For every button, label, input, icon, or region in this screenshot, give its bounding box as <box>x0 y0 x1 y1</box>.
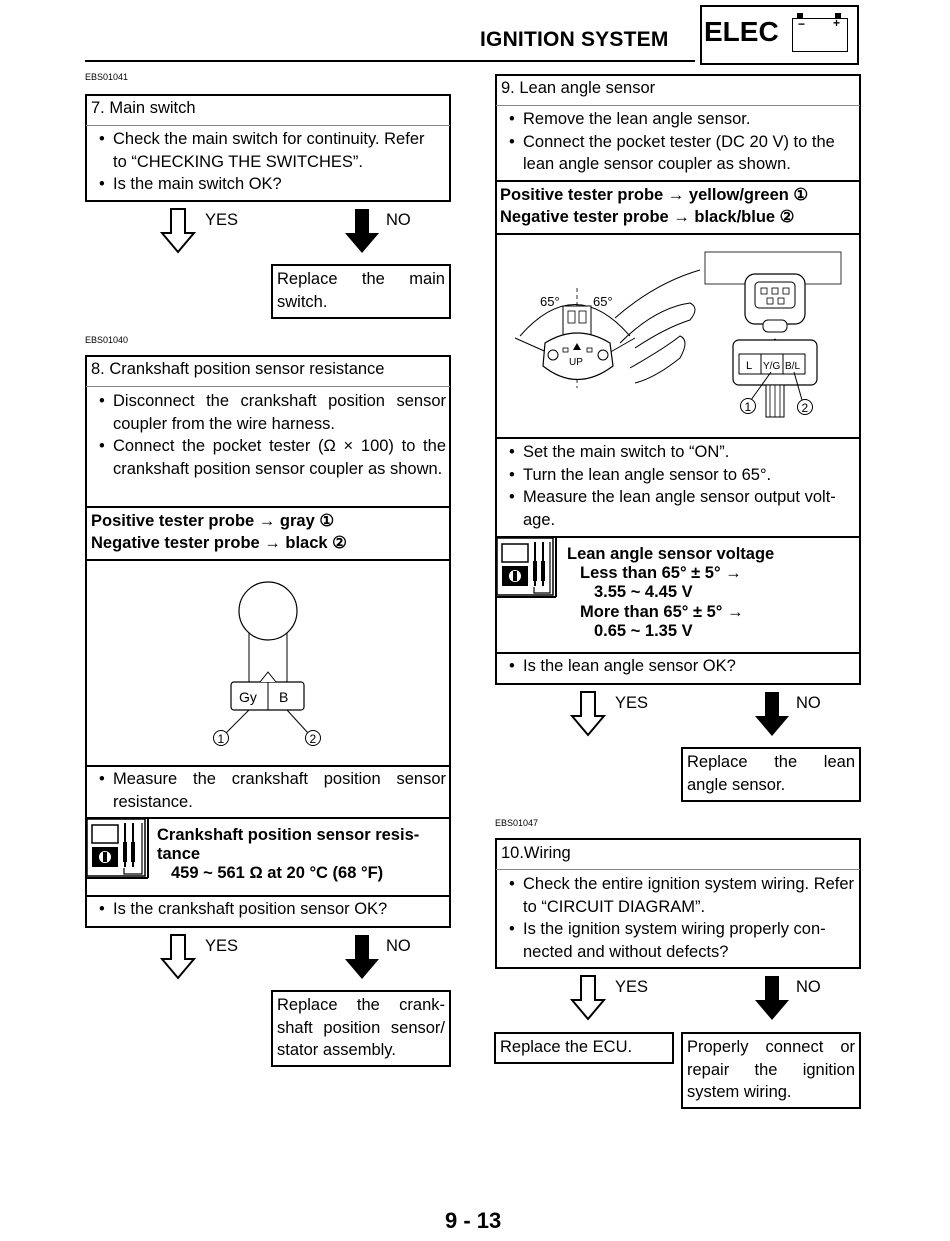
probe-negative: Negative tester probe → black ② <box>91 534 347 552</box>
divider <box>496 652 860 654</box>
up-label: UP <box>569 357 583 368</box>
lean-angle-question <box>501 655 856 678</box>
divider <box>86 895 450 897</box>
wiring-bullets <box>501 873 856 963</box>
no-arrow-icon <box>343 207 381 255</box>
main-switch-title: 7. Main switch <box>91 99 196 117</box>
section-tag: EBS01040 <box>85 335 129 345</box>
yes-label: YES <box>615 694 649 712</box>
callout-2: 2 <box>309 732 317 746</box>
divider <box>86 559 450 561</box>
divider <box>496 233 860 235</box>
elec-badge-label: ELEC <box>704 16 779 47</box>
callout-2: 2 <box>801 401 809 415</box>
crankshaft-spec-title: Crankshaft position sensor resis- tance <box>157 826 420 863</box>
no-label: NO <box>386 211 411 229</box>
no-label: NO <box>796 694 821 712</box>
bullet-item: • Remove the lean angle sensor. <box>501 108 856 131</box>
header-rule <box>85 60 695 62</box>
lean-angle-title: 9. Lean angle sensor <box>501 79 656 97</box>
replace-main-switch-box: Replace the main switch. <box>271 264 451 319</box>
bullet-item: • Turn the lean angle sensor to 65°. <box>501 464 856 487</box>
angle-right-label: 65° <box>593 294 613 309</box>
crankshaft-measure <box>91 768 446 813</box>
divider <box>86 765 450 767</box>
no-arrow-icon <box>753 690 791 738</box>
no-arrow-icon <box>753 974 791 1022</box>
yes-label: YES <box>615 978 649 996</box>
lean-spec-less: Less than 65° ± 5° → <box>580 564 742 582</box>
yes-label: YES <box>205 937 239 955</box>
pin-l-label: L <box>746 360 753 372</box>
divider <box>86 125 450 126</box>
yes-label: YES <box>205 211 239 229</box>
divider <box>496 437 860 439</box>
probe-positive: Positive tester probe → yellow/green ① <box>500 186 809 204</box>
pin-bl-label: B/L <box>785 361 801 372</box>
yes-arrow-icon <box>570 690 606 738</box>
divider <box>86 506 450 508</box>
probe-negative: Negative tester probe → black/blue ② <box>500 208 795 226</box>
bullet-item: • Is the ignition system wiring properly con- nected and without defects? <box>501 918 856 963</box>
repair-wiring-box: Properly connect or repair the ignition system wiring. <box>681 1032 861 1109</box>
section-tag: EBS01047 <box>495 818 539 828</box>
yes-arrow-icon <box>160 207 196 255</box>
bullet-item: • Connect the pocket tester (Ω × 100) to the crankshaft position sensor coupler as shown. <box>91 435 446 480</box>
no-label: NO <box>796 978 821 996</box>
battery-minus: − <box>798 17 806 31</box>
lean-spec-more-value: 0.65 ~ 1.35 V <box>594 622 693 640</box>
multimeter-icon <box>86 818 148 878</box>
section-tag: EBS01041 <box>85 72 129 82</box>
no-arrow-icon <box>343 933 381 981</box>
divider <box>86 877 148 879</box>
replace-crankshaft-box: Replace the crank- shaft position sensor/ stator assembly. <box>271 990 451 1067</box>
divider <box>496 869 860 870</box>
replace-ecu-box: Replace the ECU. <box>494 1032 674 1064</box>
crankshaft-title: 8. Crankshaft position sensor resistance <box>91 360 385 378</box>
divider <box>496 180 860 182</box>
divider <box>86 386 450 387</box>
crankshaft-spec-value: 459 ~ 561 Ω at 20 °C (68 °F) <box>171 864 384 882</box>
divider <box>496 596 556 598</box>
bullet-item: • Is the main switch OK? <box>91 173 436 196</box>
replace-lean-angle-box: Replace the lean angle sensor. <box>681 747 861 802</box>
yes-arrow-icon <box>570 974 606 1022</box>
crankshaft-sensor-diagram <box>200 575 350 755</box>
battery-icon <box>792 18 848 52</box>
multimeter-icon <box>496 537 556 597</box>
crankshaft-bullets <box>91 390 446 480</box>
lean-angle-diagram <box>505 248 850 428</box>
bullet-item: • Is the crankshaft position sensor OK? <box>91 898 446 921</box>
divider <box>147 818 149 878</box>
lean-spec-more: More than 65° ± 5° → <box>580 603 744 621</box>
pin-yg-label: Y/G <box>763 361 781 372</box>
wiring-title: 10.Wiring <box>501 844 571 862</box>
bullet-item: • Disconnect the crankshaft position sensor coupler from the wire harness. <box>91 390 446 435</box>
angle-left-label: 65° <box>540 294 560 309</box>
probe-positive: Positive tester probe → gray ① <box>91 512 335 530</box>
pin-gy-label: Gy <box>239 689 257 705</box>
battery-plus: + <box>832 16 840 30</box>
bullet-item: • Check the entire ignition system wiring. Refer to “CIRCUIT DIAGRAM”. <box>501 873 856 918</box>
crankshaft-question <box>91 898 446 921</box>
no-label: NO <box>386 937 411 955</box>
callout-1: 1 <box>744 400 752 414</box>
lean-angle-steps <box>501 441 856 531</box>
callout-1: 1 <box>217 732 225 746</box>
lean-spec-less-value: 3.55 ~ 4.45 V <box>594 583 693 601</box>
yes-arrow-icon <box>160 933 196 981</box>
bullet-item: • Check the main switch for continuity. Refer to “CHECKING THE SWITCHES”. <box>91 128 436 173</box>
main-switch-bullets <box>91 128 436 196</box>
bullet-item: • Measure the lean angle sensor output volt- age. <box>501 486 856 531</box>
pin-b-label: B <box>279 689 289 705</box>
divider <box>496 105 860 106</box>
page-title: IGNITION SYSTEM <box>480 28 669 51</box>
divider <box>555 537 557 597</box>
bullet-item: • Connect the pocket tester (DC 20 V) to the lean angle sensor coupler as shown. <box>501 131 856 176</box>
lean-spec-title: Lean angle sensor voltage <box>567 545 775 563</box>
bullet-item: • Set the main switch to “ON”. <box>501 441 856 464</box>
lean-angle-bullets <box>501 108 856 176</box>
bullet-item: • Measure the crankshaft position sensor resistance. <box>91 768 446 813</box>
bullet-item: • Is the lean angle sensor OK? <box>501 655 856 678</box>
page-number: 9 - 13 <box>445 1208 502 1233</box>
